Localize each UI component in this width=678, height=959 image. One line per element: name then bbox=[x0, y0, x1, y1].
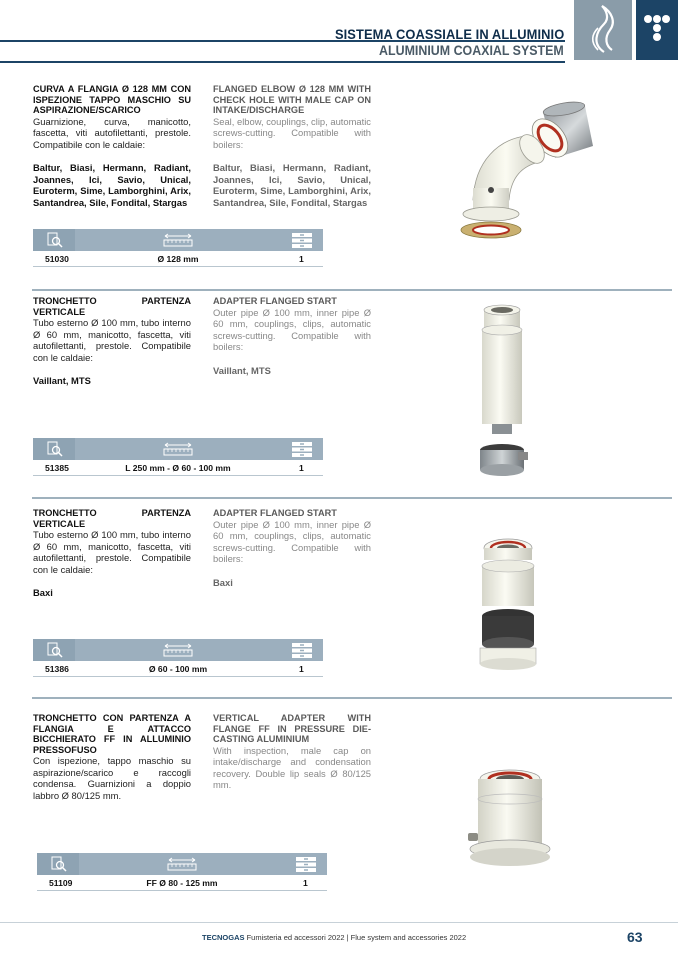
boxes-icon bbox=[294, 856, 318, 873]
table-row bbox=[33, 461, 323, 475]
page-number: 63 bbox=[627, 929, 643, 945]
product-qty: 1 bbox=[303, 878, 308, 888]
product-dimension: Ø 128 mm bbox=[157, 254, 199, 264]
product-title-it: CURVA A FLANGIA Ø 128 MM CON ISPEZIONE TAPPO MASCHIO SU ASPIRAZIONE/SCARICO bbox=[33, 84, 191, 115]
product-title-it: TRONCHETTO CON PARTENZA A FLANGIA E ATTACCO BICCHIERATO FF IN ALLUMINIO PRESSOFUSO bbox=[33, 713, 191, 755]
table-row-divider bbox=[37, 890, 327, 891]
footer-rule bbox=[0, 922, 678, 923]
product-title-en: VERTICAL ADAPTER WITH FLANGE FF IN PRESSURE DIE-CASTING ALUMINIUM bbox=[213, 713, 371, 744]
product-desc-en: Outer pipe Ø 100 mm, inner pipe Ø 60 mm, couplings, clips, automatic screws-cutting. Compatible with boilers: bbox=[213, 518, 371, 565]
product-text-en bbox=[213, 84, 371, 209]
product-code: 51109 bbox=[49, 878, 73, 888]
header-title-en: ALUMINIUM COAXIAL SYSTEM bbox=[379, 43, 564, 58]
product-text-it bbox=[33, 296, 191, 387]
table-header-bar bbox=[37, 853, 327, 875]
search-icon bbox=[47, 441, 63, 457]
search-icon bbox=[47, 232, 63, 248]
product-dimension: L 250 mm - Ø 60 - 100 mm bbox=[125, 463, 231, 473]
product-title-it: TRONCHETTO PARTENZA VERTICALE bbox=[33, 296, 191, 317]
product-text-en bbox=[213, 508, 371, 588]
product-image bbox=[474, 530, 544, 678]
product-title-en: ADAPTER FLANGED START bbox=[213, 296, 337, 306]
logo-icon bbox=[636, 0, 678, 60]
boxes-icon bbox=[290, 441, 314, 458]
flame-icon bbox=[574, 0, 632, 60]
table-header-bar bbox=[33, 229, 323, 251]
product-code: 51030 bbox=[45, 254, 69, 264]
boxes-icon bbox=[290, 642, 314, 659]
product-text-it bbox=[33, 713, 191, 801]
table-row bbox=[37, 876, 327, 890]
product-desc-it: Tubo esterno Ø 100 mm, tubo interno Ø 60 mm, manicotto, fascetta, viti autofilettanti, prestole. Compatibile con le caldaie: bbox=[33, 529, 191, 575]
product-desc-en: Outer pipe Ø 100 mm, inner pipe Ø 60 mm, couplings, clips, automatic screws-cutting. Compatible with boilers: bbox=[213, 306, 371, 353]
product-title-en: FLANGED ELBOW Ø 128 MM WITH CHECK HOLE WITH MALE CAP ON INTAKE/DISCHARGE bbox=[213, 84, 371, 115]
ruler-icon bbox=[163, 233, 193, 247]
product-brands-en: Baltur, Biasi, Hermann, Radiant, Joannes, Ici, Savio, Unical, Euroterm, Sime, Lamborghini, Arix, Santandrea, Sile, Fondital, Stargas bbox=[213, 162, 371, 209]
table-row bbox=[33, 662, 323, 676]
product-brands-it: Vaillant, MTS bbox=[33, 375, 91, 387]
search-icon bbox=[47, 642, 63, 658]
product-image bbox=[470, 300, 534, 488]
product-code: 51385 bbox=[45, 463, 69, 473]
product-qty: 1 bbox=[299, 463, 304, 473]
product-brands-it: Baxi bbox=[33, 587, 53, 599]
product-text-en bbox=[213, 713, 371, 791]
section-divider bbox=[32, 697, 672, 699]
product-dimension: Ø 60 - 100 mm bbox=[148, 664, 208, 674]
product-title-en: ADAPTER FLANGED START bbox=[213, 508, 337, 518]
product-image bbox=[455, 96, 605, 262]
ruler-icon bbox=[163, 643, 193, 657]
product-desc-it: Guarnizione, curva, manicotto, fascetta, viti autofilettanti, prestole. Compatibile con le caldaie: bbox=[33, 115, 191, 150]
ruler-icon bbox=[167, 857, 197, 871]
search-icon bbox=[51, 856, 67, 872]
product-brands-en: Vaillant, MTS bbox=[213, 364, 271, 376]
product-title-it: TRONCHETTO PARTENZA VERTICALE bbox=[33, 508, 191, 529]
table-row-divider bbox=[33, 676, 323, 677]
ruler-icon bbox=[163, 442, 193, 456]
footer-text bbox=[202, 933, 466, 942]
product-qty: 1 bbox=[299, 254, 304, 264]
header-rule-bottom bbox=[0, 61, 565, 63]
product-dimension: FF Ø 80 - 125 mm bbox=[146, 878, 218, 888]
table-row bbox=[33, 252, 323, 266]
product-desc-en: With inspection, male cap on intake/discharge and condensation recovery. Double lip seals Ø 80/125 mm. bbox=[213, 744, 371, 791]
product-desc-en: Seal, elbow, couplings, clip, automatic screws-cutting. Compatible with boilers: bbox=[213, 115, 371, 150]
product-brands-it: Baltur, Biasi, Hermann, Radiant, Joannes, Ici, Savio, Unical, Euroterm, Sime, Lamborghini, Arix, Santandrea, Sile, Fondital, Stargas bbox=[33, 162, 191, 209]
table-header-bar bbox=[33, 639, 323, 661]
product-desc-it: Tubo esterno Ø 100 mm, tubo interno Ø 60 mm, manicotto, fascetta, viti autofilettanti, prestole. Compatibile con le caldaie: bbox=[33, 317, 191, 363]
table-row-divider bbox=[33, 475, 323, 476]
section-divider bbox=[32, 497, 672, 499]
product-text-en bbox=[213, 296, 371, 376]
boxes-icon bbox=[290, 232, 314, 249]
footer-brand: TECNOGAS bbox=[202, 933, 245, 942]
header-title-it: SISTEMA COASSIALE IN ALLUMINIO bbox=[334, 26, 564, 42]
product-text-it bbox=[33, 508, 191, 599]
product-image bbox=[460, 765, 560, 869]
product-brands-en: Baxi bbox=[213, 576, 233, 588]
table-header-bar bbox=[33, 438, 323, 460]
table-row-divider bbox=[33, 266, 323, 267]
product-qty: 1 bbox=[299, 664, 304, 674]
product-desc-it: Con ispezione, tappo maschio su aspirazione/scarico e raccogli condensa. Guarnizioni a doppio labbro Ø 80/125 mm. bbox=[33, 755, 191, 801]
section-divider bbox=[32, 289, 672, 291]
footer-caption: Fumisteria ed accessori 2022 | Flue system and accessories 2022 bbox=[244, 933, 467, 942]
product-code: 51386 bbox=[45, 664, 69, 674]
product-text-it bbox=[33, 84, 191, 209]
